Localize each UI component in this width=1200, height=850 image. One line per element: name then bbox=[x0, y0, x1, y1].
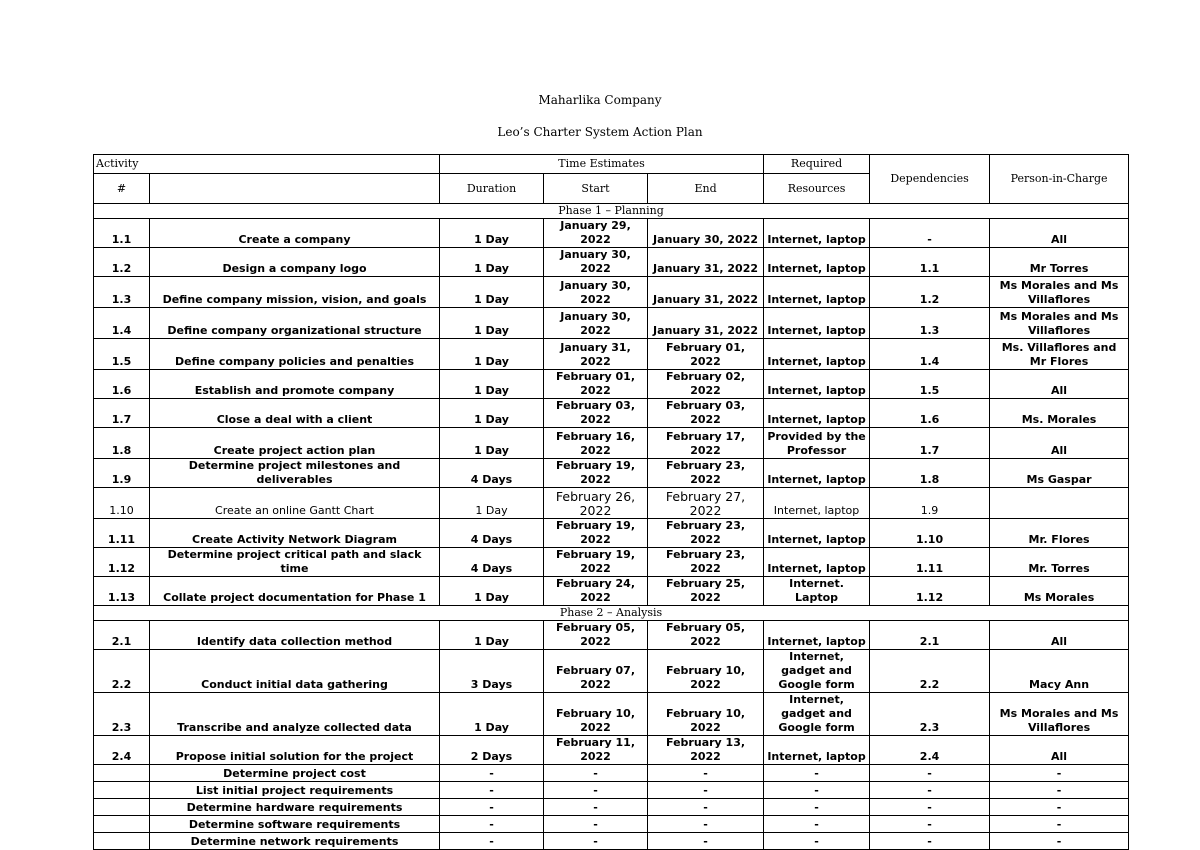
person-in-charge: Mr. Torres bbox=[990, 548, 1129, 577]
activity-name: Collate project documentation for Phase 1 bbox=[150, 577, 440, 606]
resources: Internet. Laptop bbox=[764, 577, 870, 606]
resources: - bbox=[764, 799, 870, 816]
end-date: - bbox=[648, 765, 764, 782]
phase-row bbox=[94, 606, 1129, 621]
duration: 1 Day bbox=[440, 399, 544, 428]
table-row bbox=[94, 459, 1129, 488]
dependencies: - bbox=[870, 765, 990, 782]
person-in-charge-header: Person-in-Charge bbox=[990, 155, 1129, 204]
resources: - bbox=[764, 833, 870, 850]
duration: 1 Day bbox=[440, 277, 544, 308]
start-date: - bbox=[544, 799, 648, 816]
start-date: February 07, 2022 bbox=[544, 650, 648, 693]
activity-number bbox=[94, 765, 150, 782]
table-row bbox=[94, 736, 1129, 765]
person-in-charge: Ms. Morales bbox=[990, 399, 1129, 428]
phase-row bbox=[94, 204, 1129, 219]
end-date: January 30, 2022 bbox=[648, 219, 764, 248]
dependencies: 1.9 bbox=[870, 488, 990, 519]
start-date: January 30, 2022 bbox=[544, 277, 648, 308]
activity-number bbox=[94, 799, 150, 816]
end-date: - bbox=[648, 833, 764, 850]
duration-header: Duration bbox=[440, 174, 544, 204]
start-date: February 26, 2022 bbox=[544, 488, 648, 519]
activity-number bbox=[94, 782, 150, 799]
start-date: - bbox=[544, 765, 648, 782]
activity-name-header bbox=[150, 174, 440, 204]
start-header: Start bbox=[544, 174, 648, 204]
start-date: February 19, 2022 bbox=[544, 548, 648, 577]
activity-header: Activity bbox=[94, 155, 440, 174]
activity-name: Create an online Gantt Chart bbox=[150, 488, 440, 519]
dependencies: - bbox=[870, 219, 990, 248]
duration: 4 Days bbox=[440, 519, 544, 548]
end-date: February 05, 2022 bbox=[648, 621, 764, 650]
activity-name: Determine network requirements bbox=[150, 833, 440, 850]
dependencies: 1.11 bbox=[870, 548, 990, 577]
table-row bbox=[94, 621, 1129, 650]
resources: Internet, laptop bbox=[764, 277, 870, 308]
duration: - bbox=[440, 782, 544, 799]
dependencies: 2.1 bbox=[870, 621, 990, 650]
activity-name: Define company organizational structure bbox=[150, 308, 440, 339]
dependencies: 1.7 bbox=[870, 428, 990, 459]
start-date: February 10, 2022 bbox=[544, 693, 648, 736]
activity-number: 1.10 bbox=[94, 488, 150, 519]
dependencies: 1.5 bbox=[870, 370, 990, 399]
end-date: February 23, 2022 bbox=[648, 459, 764, 488]
start-date: January 31, 2022 bbox=[544, 339, 648, 370]
activity-name: Establish and promote company bbox=[150, 370, 440, 399]
end-date: February 23, 2022 bbox=[648, 519, 764, 548]
resources: Internet, laptop bbox=[764, 736, 870, 765]
activity-name: Define company policies and penalties bbox=[150, 339, 440, 370]
activity-name: Create a company bbox=[150, 219, 440, 248]
person-in-charge: - bbox=[990, 782, 1129, 799]
activity-name: Propose initial solution for the project bbox=[150, 736, 440, 765]
start-date: February 19, 2022 bbox=[544, 459, 648, 488]
resources: Internet, laptop bbox=[764, 308, 870, 339]
activity-number: 2.4 bbox=[94, 736, 150, 765]
end-date: February 02, 2022 bbox=[648, 370, 764, 399]
end-date: January 31, 2022 bbox=[648, 277, 764, 308]
end-date: February 03, 2022 bbox=[648, 399, 764, 428]
start-date: - bbox=[544, 816, 648, 833]
phase-label: Phase 1 – Planning bbox=[94, 204, 1129, 219]
activity-number: 1.5 bbox=[94, 339, 150, 370]
resources-header: Resources bbox=[764, 174, 870, 204]
resources: Internet, laptop bbox=[764, 339, 870, 370]
start-date: February 16, 2022 bbox=[544, 428, 648, 459]
activity-name: Create Activity Network Diagram bbox=[150, 519, 440, 548]
table-row bbox=[94, 782, 1129, 799]
end-date: January 31, 2022 bbox=[648, 248, 764, 277]
start-date: February 11, 2022 bbox=[544, 736, 648, 765]
dependencies: 1.12 bbox=[870, 577, 990, 606]
table-row bbox=[94, 816, 1129, 833]
person-in-charge: - bbox=[990, 816, 1129, 833]
end-date: - bbox=[648, 816, 764, 833]
person-in-charge: Ms Morales and Ms Villaflores bbox=[990, 693, 1129, 736]
dependencies: 2.2 bbox=[870, 650, 990, 693]
person-in-charge: Ms Morales bbox=[990, 577, 1129, 606]
activity-name: Determine software requirements bbox=[150, 816, 440, 833]
duration: 3 Days bbox=[440, 650, 544, 693]
end-date: February 13, 2022 bbox=[648, 736, 764, 765]
resources: Internet, laptop bbox=[764, 519, 870, 548]
duration: 2 Days bbox=[440, 736, 544, 765]
start-date: January 30, 2022 bbox=[544, 248, 648, 277]
resources: Internet, laptop bbox=[764, 488, 870, 519]
person-in-charge bbox=[990, 488, 1129, 519]
start-date: January 29, 2022 bbox=[544, 219, 648, 248]
resources: - bbox=[764, 816, 870, 833]
activity-name: Create project action plan bbox=[150, 428, 440, 459]
activity-number: 1.1 bbox=[94, 219, 150, 248]
person-in-charge: - bbox=[990, 799, 1129, 816]
person-in-charge: Ms Gaspar bbox=[990, 459, 1129, 488]
start-date: February 19, 2022 bbox=[544, 519, 648, 548]
person-in-charge: All bbox=[990, 219, 1129, 248]
duration: - bbox=[440, 833, 544, 850]
end-date: - bbox=[648, 782, 764, 799]
resources: Internet, laptop bbox=[764, 548, 870, 577]
start-date: February 01, 2022 bbox=[544, 370, 648, 399]
dependencies: 2.4 bbox=[870, 736, 990, 765]
person-in-charge: Ms Morales and Ms Villaflores bbox=[990, 277, 1129, 308]
start-date: - bbox=[544, 833, 648, 850]
person-in-charge: - bbox=[990, 765, 1129, 782]
end-date: - bbox=[648, 799, 764, 816]
start-date: - bbox=[544, 782, 648, 799]
duration: 1 Day bbox=[440, 219, 544, 248]
dependencies: 1.6 bbox=[870, 399, 990, 428]
dependencies-header: Dependencies bbox=[870, 155, 990, 204]
table-row bbox=[94, 339, 1129, 370]
activity-name: Close a deal with a client bbox=[150, 399, 440, 428]
dependencies: 1.1 bbox=[870, 248, 990, 277]
duration: 1 Day bbox=[440, 428, 544, 459]
end-date: February 17, 2022 bbox=[648, 428, 764, 459]
dependencies: 1.3 bbox=[870, 308, 990, 339]
resources: Internet, gadget and Google form bbox=[764, 650, 870, 693]
activity-number: 2.1 bbox=[94, 621, 150, 650]
company-name: Maharlika Company bbox=[538, 93, 662, 107]
table-row bbox=[94, 308, 1129, 339]
duration: 4 Days bbox=[440, 459, 544, 488]
person-in-charge: Mr. Flores bbox=[990, 519, 1129, 548]
required-header: Required bbox=[764, 155, 870, 174]
duration: 1 Day bbox=[440, 693, 544, 736]
end-header: End bbox=[648, 174, 764, 204]
activity-name: Determine project milestones and deliverables bbox=[150, 459, 440, 488]
person-in-charge: - bbox=[990, 833, 1129, 850]
activity-number: 1.3 bbox=[94, 277, 150, 308]
end-date: February 25, 2022 bbox=[648, 577, 764, 606]
activity-name: Identify data collection method bbox=[150, 621, 440, 650]
dependencies: 1.8 bbox=[870, 459, 990, 488]
table-row bbox=[94, 399, 1129, 428]
duration: 1 Day bbox=[440, 370, 544, 399]
table-row bbox=[94, 548, 1129, 577]
duration: 1 Day bbox=[440, 308, 544, 339]
dependencies: - bbox=[870, 782, 990, 799]
table-row bbox=[94, 577, 1129, 606]
dependencies: 1.2 bbox=[870, 277, 990, 308]
activity-name: Design a company logo bbox=[150, 248, 440, 277]
table-row bbox=[94, 370, 1129, 399]
person-in-charge: All bbox=[990, 370, 1129, 399]
end-date: February 23, 2022 bbox=[648, 548, 764, 577]
resources: Internet, laptop bbox=[764, 370, 870, 399]
resources: - bbox=[764, 765, 870, 782]
activity-name: Conduct initial data gathering bbox=[150, 650, 440, 693]
person-in-charge: Ms Morales and Ms Villaflores bbox=[990, 308, 1129, 339]
duration: 1 Day bbox=[440, 339, 544, 370]
resources: Internet, laptop bbox=[764, 621, 870, 650]
table-row bbox=[94, 428, 1129, 459]
dependencies: 2.3 bbox=[870, 693, 990, 736]
duration: 1 Day bbox=[440, 621, 544, 650]
end-date: February 27, 2022 bbox=[648, 488, 764, 519]
resources: Internet, laptop bbox=[764, 248, 870, 277]
dependencies: - bbox=[870, 799, 990, 816]
table-row bbox=[94, 519, 1129, 548]
end-date: February 10, 2022 bbox=[648, 650, 764, 693]
activity-name: List initial project requirements bbox=[150, 782, 440, 799]
activity-number: 1.11 bbox=[94, 519, 150, 548]
activity-name: Determine hardware requirements bbox=[150, 799, 440, 816]
start-date: February 24, 2022 bbox=[544, 577, 648, 606]
duration: 1 Day bbox=[440, 488, 544, 519]
table-row bbox=[94, 693, 1129, 736]
duration: - bbox=[440, 765, 544, 782]
activity-number: 1.6 bbox=[94, 370, 150, 399]
table-row bbox=[94, 799, 1129, 816]
resources: Internet, laptop bbox=[764, 219, 870, 248]
table-row bbox=[94, 277, 1129, 308]
end-date: January 31, 2022 bbox=[648, 308, 764, 339]
resources: Internet, gadget and Google form bbox=[764, 693, 870, 736]
start-date: January 30, 2022 bbox=[544, 308, 648, 339]
activity-name: Determine project cost bbox=[150, 765, 440, 782]
duration: - bbox=[440, 799, 544, 816]
table-row bbox=[94, 650, 1129, 693]
person-in-charge: Macy Ann bbox=[990, 650, 1129, 693]
activity-number: 1.13 bbox=[94, 577, 150, 606]
activity-number: 2.2 bbox=[94, 650, 150, 693]
person-in-charge: Mr Torres bbox=[990, 248, 1129, 277]
dependencies: 1.4 bbox=[870, 339, 990, 370]
phase-label: Phase 2 – Analysis bbox=[94, 606, 1129, 621]
resources: Internet, laptop bbox=[764, 459, 870, 488]
duration: - bbox=[440, 816, 544, 833]
duration: 1 Day bbox=[440, 248, 544, 277]
table-row bbox=[94, 833, 1129, 850]
dependencies: - bbox=[870, 816, 990, 833]
resources: Internet, laptop bbox=[764, 399, 870, 428]
activity-name: Transcribe and analyze collected data bbox=[150, 693, 440, 736]
action-plan-table bbox=[93, 154, 1129, 850]
activity-number: 1.8 bbox=[94, 428, 150, 459]
end-date: February 01, 2022 bbox=[648, 339, 764, 370]
resources: Provided by the Professor bbox=[764, 428, 870, 459]
end-date: February 10, 2022 bbox=[648, 693, 764, 736]
activity-number: 1.7 bbox=[94, 399, 150, 428]
activity-number bbox=[94, 816, 150, 833]
person-in-charge: All bbox=[990, 428, 1129, 459]
activity-number: 1.9 bbox=[94, 459, 150, 488]
activity-number: 1.12 bbox=[94, 548, 150, 577]
resources: - bbox=[764, 782, 870, 799]
start-date: February 05, 2022 bbox=[544, 621, 648, 650]
document-title: Leo’s Charter System Action Plan bbox=[497, 125, 703, 139]
table-row bbox=[94, 765, 1129, 782]
activity-name: Determine project critical path and slack time bbox=[150, 548, 440, 577]
person-in-charge: All bbox=[990, 621, 1129, 650]
activity-number: 2.3 bbox=[94, 693, 150, 736]
number-header: # bbox=[94, 174, 150, 204]
table-row bbox=[94, 488, 1129, 519]
table-row bbox=[94, 248, 1129, 277]
duration: 1 Day bbox=[440, 577, 544, 606]
table-row bbox=[94, 219, 1129, 248]
duration: 4 Days bbox=[440, 548, 544, 577]
activity-number: 1.2 bbox=[94, 248, 150, 277]
activity-number: 1.4 bbox=[94, 308, 150, 339]
dependencies: 1.10 bbox=[870, 519, 990, 548]
person-in-charge: All bbox=[990, 736, 1129, 765]
activity-number bbox=[94, 833, 150, 850]
person-in-charge: Ms. Villaflores and Mr Flores bbox=[990, 339, 1129, 370]
activity-name: Define company mission, vision, and goals bbox=[150, 277, 440, 308]
dependencies: - bbox=[870, 833, 990, 850]
start-date: February 03, 2022 bbox=[544, 399, 648, 428]
time-estimates-header: Time Estimates bbox=[440, 155, 764, 174]
